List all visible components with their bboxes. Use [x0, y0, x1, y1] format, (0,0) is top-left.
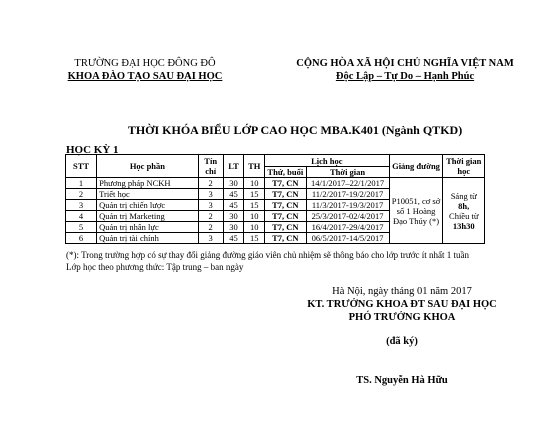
semester-label: HỌC KỲ 1 [66, 144, 119, 156]
header-th: TH [244, 155, 265, 178]
row-lt: 30 [223, 222, 244, 233]
table-row [66, 178, 485, 189]
document-title: THỜI KHÓA BIỂU LỚP CAO HỌC MBA.K401 (Ngành QTKD) [127, 123, 463, 137]
row-credits: 2 [198, 222, 223, 233]
schedule-table [65, 154, 485, 244]
header-credits: Tín chỉ [198, 155, 223, 178]
row-lt: 45 [223, 200, 244, 211]
study-time-mid: Chiều từ [449, 210, 479, 221]
study-time-morning: 8h, [458, 200, 470, 211]
row-stt: 1 [66, 178, 97, 189]
room-text: P10051, cơ sở số 1 Hoàng Đạo Thúy (*) [391, 195, 441, 226]
row-stt: 2 [66, 189, 97, 200]
header-time: Thời gian [306, 167, 389, 178]
row-time: 06/5/2017-14/5/2017 [306, 233, 389, 244]
motto: Độc Lập – Tự Do – Hạnh Phúc [335, 71, 475, 82]
signatory-role: PHÓ TRƯỞNG KHOA [348, 312, 456, 323]
row-course: Phương pháp NCKH [97, 178, 199, 189]
row-course: Quản trị chiến lược [97, 200, 199, 211]
row-course: Quản trị tài chính [97, 233, 199, 244]
row-time: 25/3/2017-02/4/2017 [306, 211, 389, 222]
row-time: 11/3/2017-19/3/2017 [306, 200, 389, 211]
row-credits: 3 [198, 189, 223, 200]
signatory-name: TS. Nguyễn Hà Hữu [356, 375, 448, 386]
row-th: 10 [244, 211, 265, 222]
row-time: 11/2/2017-19/2/2017 [306, 189, 389, 200]
room-cell [389, 178, 443, 244]
header-stt: STT [66, 155, 97, 178]
row-stt: 6 [66, 233, 97, 244]
header-day: Thứ, buổi [265, 167, 306, 178]
header-study-time: Thời gian học [443, 155, 485, 178]
study-time-prefix: Sáng từ [450, 190, 477, 201]
country-name: CỘNG HÒA XÃ HỘI CHỦ NGHĨA VIỆT NAM [296, 58, 514, 69]
row-lt: 45 [223, 233, 244, 244]
row-lt: 30 [223, 178, 244, 189]
header-course: Học phần [97, 155, 199, 178]
study-mode-line: Lớp học theo phương thức: Tập trung – ban ngày [66, 262, 244, 272]
signature-date: Hà Nội, ngày tháng 01 năm 2017 [332, 286, 472, 297]
row-th: 15 [244, 189, 265, 200]
footnote [66, 249, 526, 273]
row-course: Quản trị Marketing [97, 211, 199, 222]
row-time: 14/1/2017–22/1/2017 [306, 178, 389, 189]
row-th: 10 [244, 222, 265, 233]
row-stt: 4 [66, 211, 97, 222]
header-lt: LT [223, 155, 244, 178]
row-stt: 5 [66, 222, 97, 233]
row-credits: 2 [198, 178, 223, 189]
signature-block [262, 285, 542, 387]
row-th: 15 [244, 233, 265, 244]
row-course: Quản trị nhân lực [97, 222, 199, 233]
row-th: 10 [244, 178, 265, 189]
signed-mark: (đã ký) [386, 336, 418, 347]
row-th: 15 [244, 200, 265, 211]
row-day: T7, CN [265, 189, 306, 200]
header-schedule: Lịch học [265, 155, 389, 167]
row-day: T7, CN [265, 178, 306, 189]
institution-header [60, 57, 230, 83]
study-time-cell [443, 178, 485, 244]
university-name: TRƯỜNG ĐẠI HỌC ĐÔNG ĐÔ [74, 58, 216, 69]
study-time-afternoon: 13h30 [452, 220, 475, 231]
row-lt: 30 [223, 211, 244, 222]
national-header [270, 57, 540, 83]
row-day: T7, CN [265, 200, 306, 211]
row-day: T7, CN [265, 222, 306, 233]
row-lt: 45 [223, 189, 244, 200]
row-credits: 3 [198, 233, 223, 244]
header-room: Giảng đường [389, 155, 443, 178]
row-time: 16/4/2017-29/4/2017 [306, 222, 389, 233]
row-stt: 3 [66, 200, 97, 211]
row-day: T7, CN [265, 233, 306, 244]
footnote-line: (*): Trong trường hợp có sự thay đổi giảng đường giáo viên chủ nhiệm sẽ thông báo cho lớp trước ít nhất 1 tuần [66, 250, 470, 260]
row-credits: 2 [198, 211, 223, 222]
row-course: Triết học [97, 189, 199, 200]
row-credits: 3 [198, 200, 223, 211]
row-day: T7, CN [265, 211, 306, 222]
signatory-title: KT. TRƯỞNG KHOA ĐT SAU ĐẠI HỌC [307, 299, 497, 310]
faculty-name: KHOA ĐÀO TẠO SAU ĐẠI HỌC [67, 71, 223, 82]
